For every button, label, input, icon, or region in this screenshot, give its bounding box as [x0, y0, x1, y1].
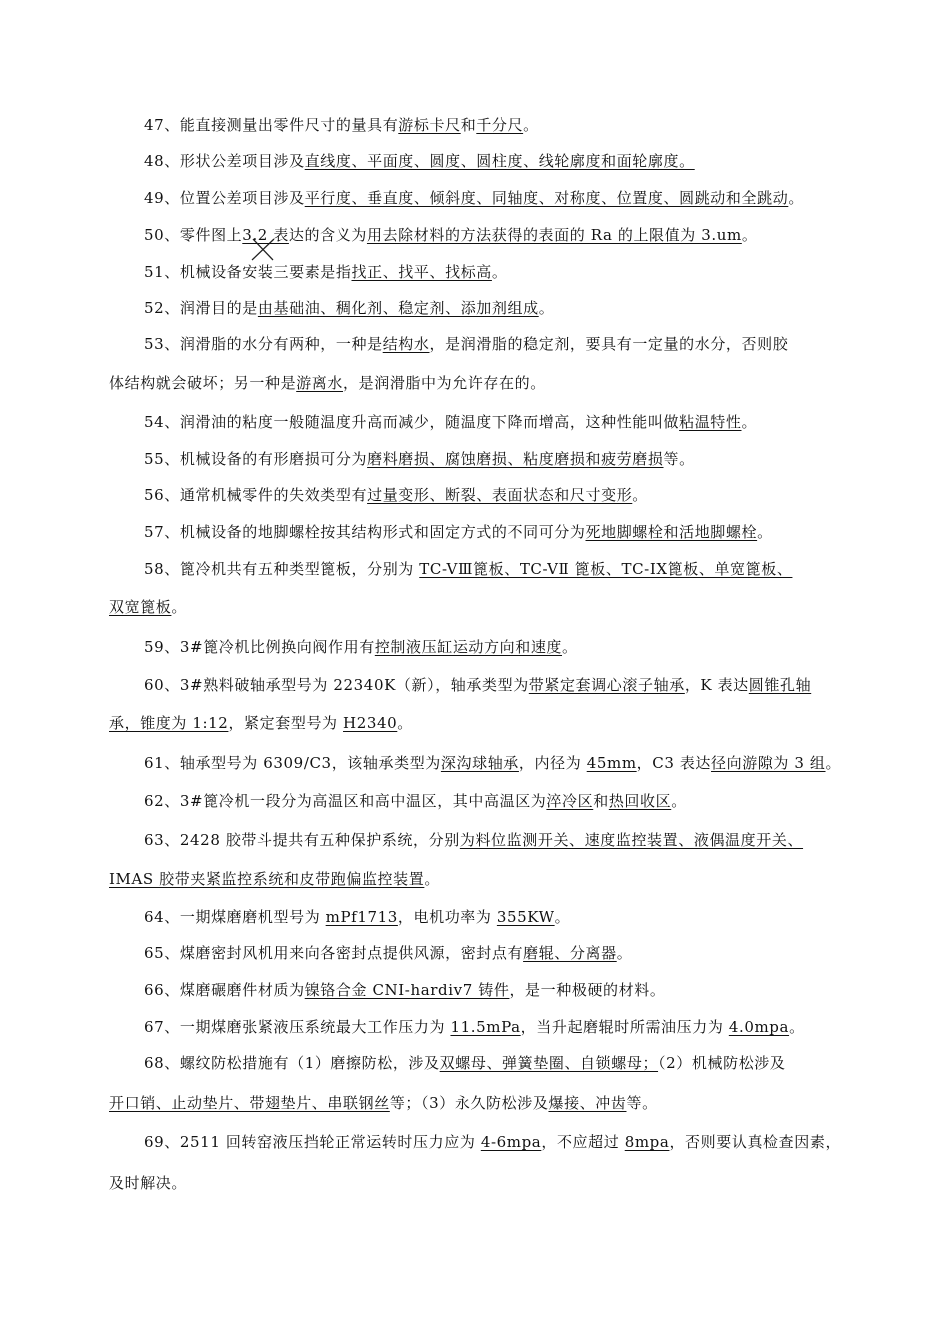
question-text: 65、煤磨密封风机用来向各密封点提供风源，密封点有: [144, 944, 524, 962]
question-text: 50、零件图上: [144, 226, 243, 244]
question-text: 达的含义为: [288, 226, 367, 244]
answer-text: 热回收区: [608, 792, 672, 810]
q60-line-1: [144, 674, 811, 696]
answer-text: 11.5mPa: [450, 1018, 521, 1036]
question-text: 66、煤磨碾磨件材质为: [144, 981, 305, 999]
answer-text: 深沟球轴承: [440, 754, 519, 772]
question-text: 51、机械设备安装三要素是指: [144, 263, 352, 281]
question-text: ，紧定套型号为: [228, 714, 344, 732]
question-text: 61、轴承型号为 6309/C3，该轴承类型为: [144, 754, 441, 772]
q53-line-2: [109, 372, 546, 394]
question-text: 52、润滑目的是: [144, 299, 258, 317]
question-text: 49、位置公差项目涉及: [144, 189, 305, 207]
question-text: ，是一种极硬的材料。: [509, 981, 666, 999]
question-text: ，K 表达: [684, 676, 749, 694]
question-text: 56、通常机械零件的失效类型有: [144, 486, 368, 504]
question-text: 58、篦冷机共有五种类型篦板，分别为: [144, 560, 420, 578]
q52-line-1: [144, 297, 554, 319]
question-text: 等。: [663, 450, 695, 468]
q55-line-1: [144, 448, 695, 470]
question-text: 体结构就会破坏；另一种是: [109, 374, 297, 392]
question-text: 53、润滑脂的水分有两种，一种是: [144, 335, 383, 353]
question-text: 68、螺纹防松措施有（1）磨擦防松，涉及: [144, 1054, 440, 1072]
q63-line-1: [144, 829, 803, 851]
question-text: 。: [491, 263, 508, 281]
question-text: 62、3#篦冷机一段分为高温区和高中温区，其中高温区为: [144, 792, 547, 810]
question-text: 和: [593, 792, 609, 810]
answer-text: 承，锥度为 1:12: [109, 714, 229, 732]
answer-text: 游离水: [296, 374, 344, 392]
q64-line-1: [144, 906, 570, 928]
q60-line-2: [109, 712, 413, 734]
q61-line-1: [144, 752, 841, 774]
answer-text: 控制液压缸运动方向和速度: [374, 638, 563, 656]
question-text: 等；（3）永久防松涉及: [389, 1094, 549, 1112]
question-text: 。: [554, 908, 571, 926]
answer-text: 过量变形、断裂、表面状态和尺寸变形: [367, 486, 633, 504]
q51-line-1: [144, 261, 508, 283]
answer-text: 圆锥孔轴: [748, 676, 812, 694]
q62-line-1: [144, 790, 687, 812]
question-text: 。: [171, 598, 188, 616]
q53-line-1: [144, 333, 788, 355]
answer-text: 镍铬合金 CNI-hardiv7 铸件: [304, 981, 510, 999]
answer-text: IMAS 胶带夹紧监控系统和皮带跑偏监控装置: [109, 870, 425, 888]
q69-line-1: [144, 1131, 841, 1153]
question-text: 54、润滑油的粘度一般随温度升高而减少，随温度下降而增高，这种性能叫做: [144, 413, 680, 431]
q66-line-1: [144, 979, 665, 1001]
question-text: 。: [397, 714, 413, 732]
answer-text: H2340: [343, 714, 398, 732]
question-text: 等。: [626, 1094, 658, 1112]
question-text: 64、一期煤磨磨机型号为: [144, 908, 326, 926]
question-text: 。: [671, 792, 687, 810]
answer-text: 找正、找平、找标高: [351, 263, 492, 281]
q47-line-1: [144, 114, 539, 136]
question-text: 。: [424, 870, 440, 888]
question-text: 48、形状公差项目涉及: [144, 152, 305, 170]
q48-line-1: [144, 150, 695, 172]
q56-line-1: [144, 484, 648, 506]
q59-line-1: [144, 636, 578, 658]
question-text: ，内径为: [518, 754, 587, 772]
answer-text: TC-VⅢ篦板、TC-VⅡ 篦板、TC-ⅠX篦板、单宽篦板、: [419, 560, 793, 578]
answer-text: 45mm: [586, 754, 637, 772]
question-text: （2）机械防松涉及: [658, 1054, 786, 1072]
question-text: 。: [741, 226, 758, 244]
question-text: ，是润滑脂的稳定剂，要具有一定量的水分，否则胶: [429, 335, 789, 353]
question-text: 。: [616, 944, 633, 962]
q58-line-2: [109, 596, 187, 618]
question-text: 55、机械设备的有形磨损可分为: [144, 450, 368, 468]
answer-text: 由基础油、稠化剂、稳定剂、添加剂组成: [257, 299, 539, 317]
answer-text: mPf1713: [325, 908, 398, 926]
question-text: ，是润滑脂中为允许存在的。: [343, 374, 546, 392]
answer-text: 4.0mpa: [728, 1018, 790, 1036]
answer-text: 开口销、止动垫片、带翅垫片、串联钢丝: [109, 1094, 390, 1112]
question-text: 。: [538, 299, 555, 317]
q54-line-1: [144, 411, 757, 433]
question-text: 。: [789, 1018, 805, 1036]
question-text: 。: [825, 754, 842, 772]
question-text: 57、机械设备的地脚螺栓按其结构形式和固定方式的不同可分为: [144, 523, 586, 541]
q57-line-1: [144, 521, 773, 543]
answer-text: 双宽篦板: [109, 598, 172, 616]
answer-text: 3.2 表: [242, 226, 289, 244]
answer-text: 千分尺: [476, 116, 524, 134]
answer-text: 带紧定套调心滚子轴承: [528, 676, 685, 694]
question-text: 69、2511 回转窑液压挡轮正常运转时压力应为: [144, 1133, 481, 1151]
q69-line-2: [109, 1172, 187, 1194]
q67-line-1: [144, 1016, 805, 1038]
question-text: 59、3#篦冷机比例换向阀作用有: [144, 638, 375, 656]
question-text: 47、能直接测量出零件尺寸的量具有: [144, 116, 399, 134]
question-text: ，电机功率为: [397, 908, 497, 926]
answer-text: 游标卡尺: [398, 116, 461, 134]
answer-text: 为料位监测开关、速度监控装置、液偶温度开关、: [459, 831, 804, 849]
answer-text: 磨料磨损、腐蚀磨损、粘度磨损和疲劳磨损: [367, 450, 664, 468]
q58-line-1: [144, 558, 792, 580]
q49-line-1: [144, 187, 804, 209]
answer-text: 粘温特性: [679, 413, 742, 431]
question-text: 。: [562, 638, 578, 656]
question-text: 。: [741, 413, 758, 431]
question-text: ，C3 表达: [636, 754, 712, 772]
answer-text: 爆接、冲齿: [548, 1094, 627, 1112]
answer-text: 平行度、垂直度、倾斜度、同轴度、对称度、位置度、圆跳动和全跳动: [304, 189, 789, 207]
q68-line-1: [144, 1052, 786, 1074]
answer-text: 结构水: [382, 335, 430, 353]
answer-text: 磨辊、分离器: [523, 944, 617, 962]
q50-line-1: [144, 224, 757, 246]
answer-text: 径向游隙为 3 组: [711, 754, 826, 772]
question-text: 。: [757, 523, 773, 541]
question-text: ，否则要认真检查因素，: [669, 1133, 842, 1151]
answer-text: 8mpa: [624, 1133, 670, 1151]
question-text: 。: [632, 486, 648, 504]
q65-line-1: [144, 942, 632, 964]
question-text: ，当升起磨辊时所需油压力为: [520, 1018, 729, 1036]
question-text: 。: [523, 116, 539, 134]
answer-text: 直线度、平面度、圆度、圆柱度、线轮廓度和面轮廓度。: [304, 152, 695, 170]
question-text: ，不应超过: [541, 1133, 625, 1151]
answer-text: 淬冷区: [546, 792, 594, 810]
question-text: 63、2428 胶带斗提共有五种保护系统，分别: [144, 831, 460, 849]
question-text: 。: [788, 189, 804, 207]
q63-line-2: [109, 868, 440, 890]
q68-line-2: [109, 1092, 658, 1114]
answer-text: 死地脚螺栓和活地脚螺栓: [585, 523, 758, 541]
question-text: 和: [460, 116, 477, 134]
question-text: 60、3#熟料破轴承型号为 22340K（新），轴承类型为: [144, 676, 529, 694]
question-text: 及时解决。: [109, 1174, 188, 1192]
answer-text: 双螺母、弹簧垫圈、自锁螺母；: [439, 1054, 659, 1072]
answer-text: 4-6mpa: [480, 1133, 542, 1151]
answer-text: 355KW: [496, 908, 555, 926]
answer-text: 用去除材料的方法获得的表面的 Ra 的上限值为 3.um: [366, 226, 742, 244]
question-text: 67、一期煤磨张紧液压系统最大工作压力为: [144, 1018, 451, 1036]
